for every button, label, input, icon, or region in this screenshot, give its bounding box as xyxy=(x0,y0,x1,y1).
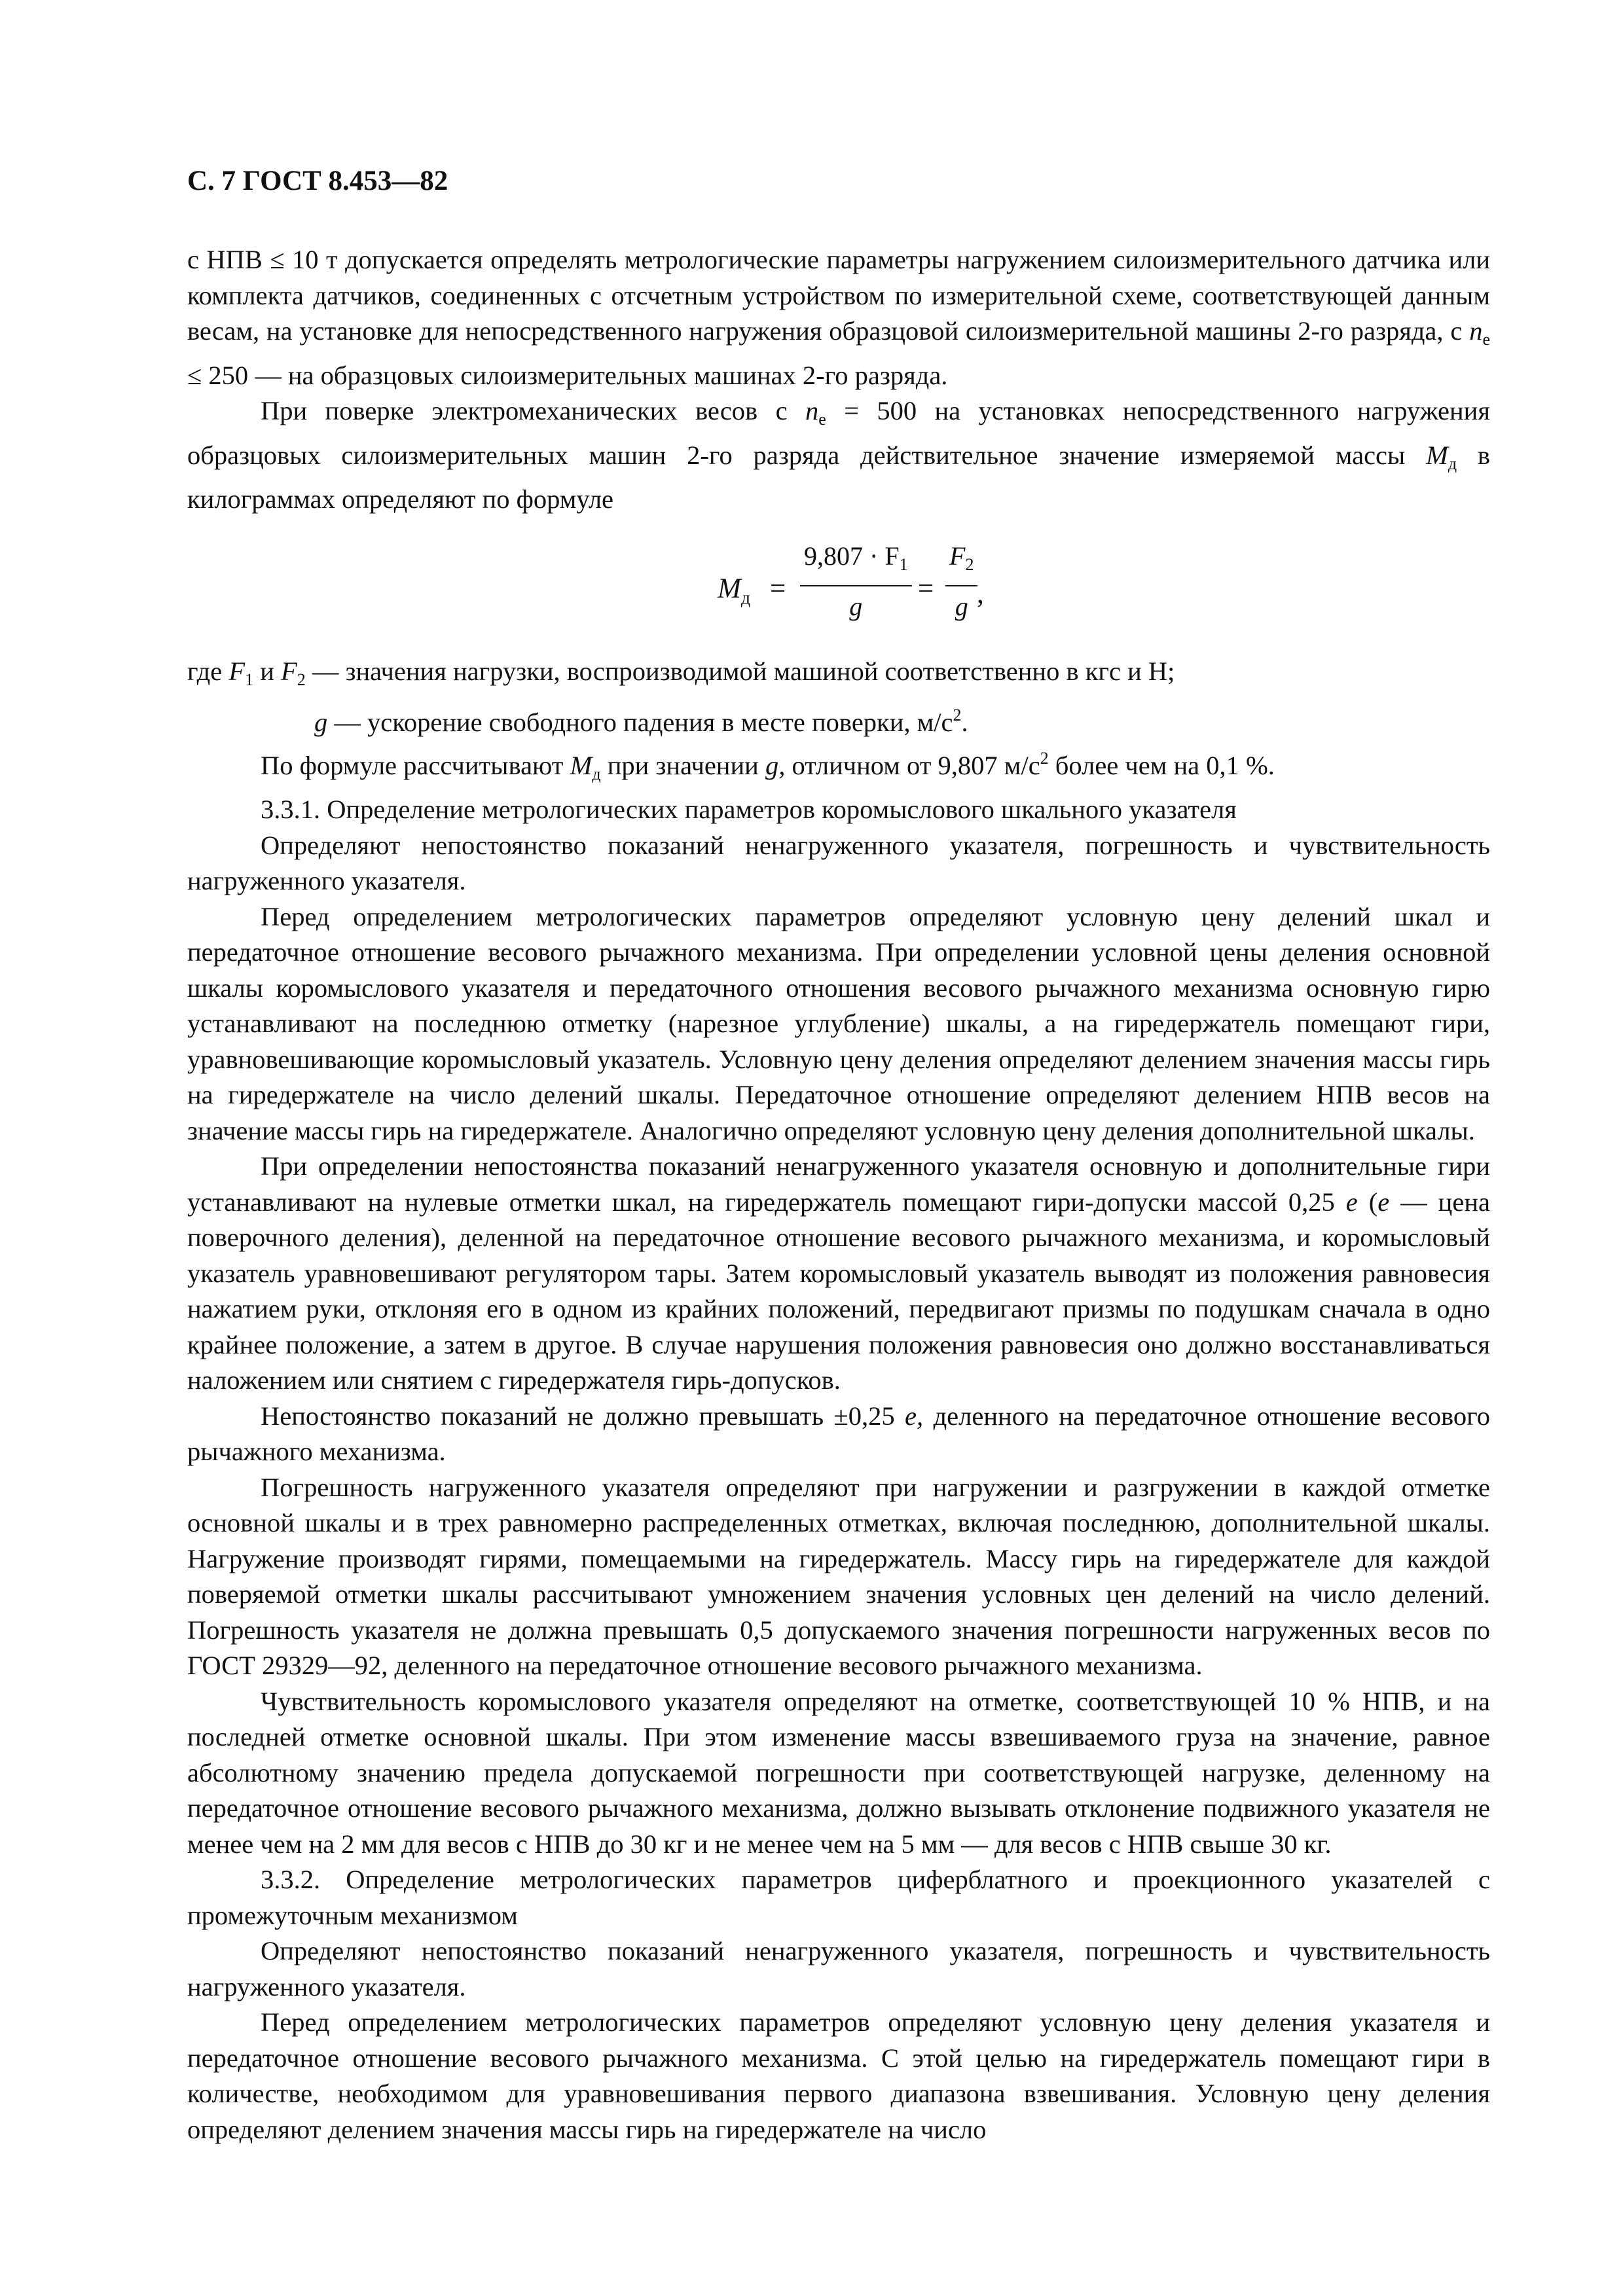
paragraph-p10: Определяют непостоянство показаний ненагруженного указателя, погрешность и чувствительность нагруженного указателя. xyxy=(187,1936,1490,2001)
document-page xyxy=(187,164,1490,2147)
paragraph-p7: Непостоянство показаний не должно превышать ±0,25 e, деленного на передаточное отношение весового рычажного механизма. xyxy=(187,1401,1491,1466)
formula-equals-1: = xyxy=(770,573,786,604)
section-heading-3-3-2: 3.3.2. Определение метрологических параметров циферблатного и проекционного указателей с промежуточным механизмом xyxy=(187,1865,1490,1930)
paragraph-p5: Перед определением метрологических параметров определяют условную цену делений шкал и передаточное отношение весового рычажного механизма. При определении условной цены деления основной шкалы коромыслового указателя и передаточного отношения весового рычажного механизма основную гирю устанавливают на последнюю отметку (нарезное углубление) шкалы, а на гиредержатель помещают гири, уравновешивающие коромысловый указатель. Условную цену деления определяют делением значения массы гирь на гиредержателе на число делений шкалы. Передаточное отношение определяют делением НПВ весов на значение массы гирь на гиредержателе. Аналогично определяют условную цену деления дополнительной шкалы. xyxy=(187,901,1490,1145)
formula-equals-2: = xyxy=(918,573,934,604)
paragraph-p4: Определяют непостоянство показаний ненагруженного указателя, погрешность и чувствительность нагруженного указателя. xyxy=(187,830,1490,895)
paragraph-electromech-scales: При поверке электромеханических весов с $n_e = 500$ на установках непосредственного нагружения образцовых силоизмерительных машин 2-го разряда действительное значение измеряемой массы $M_д$ в килограммах определяют по формуле xyxy=(187,396,1491,514)
formula-fraction-2: $\frac{F_2}{g}$ xyxy=(945,536,977,627)
paragraph-p8: Погрешность нагруженного указателя определяют при нагружении и разгружении в каждой отметке основной шкалы и в трех равномерно распределенных отметках, включая последнюю, дополнительной шкалы. Нагружение производят гирями, помещаемыми на гиредержатель. Массу гирь на гиредержателе для каждой поверяемой отметки шкалы рассчитывают умножением значения условных цен делений на число делений. Погрешность указателя не должна превышать 0,5 допускаемого значения погрешности нагруженных весов по ГОСТ 29329—92, деленного на передаточное отношение весового рычажного механизма. xyxy=(187,1472,1490,1680)
paragraph-text: с НПВ ≤ 10 т допускается определять метрологические параметры нагружением силоизмерительного датчика или комплекта датчиков, соединенных с отсчетным устройством по измерительной схеме, соответствующей данным весам, на установке для непосредственного нагружения образцовой силоизмерительной машины 2-го разряда, с xyxy=(187,245,1490,346)
page-header: С. 7 ГОСТ 8.453—82 xyxy=(187,166,448,196)
formula-lhs: $M_д$ xyxy=(718,573,751,609)
formula-fraction-1: $\frac{9,807 \cdot F_1}{g}$ xyxy=(800,536,912,627)
paragraph-p9: Чувствительность коромыслового указателя определяют на отметке, соответствующей 10 % НПВ, и на последней отметке основной шкалы. При этом изменение массы взвешиваемого груза на значение, равное абсолютному значению предела допускаемой погрешности при соответствующей нагрузке, деленному на передаточное отношение весового рычажного механизма, должно вызывать отклонение подвижного указателя не менее чем на 2 мм для весов с НПВ до 30 кг и не менее чем на 5 мм — для весов с НПВ свыше 30 кг. xyxy=(187,1686,1490,1859)
mass-formula xyxy=(187,524,1490,649)
paragraph-p11: Перед определением метрологических параметров определяют условную цену деления указателя и передаточное отношение весового рычажного механизма. С этой целью на гиредержатель помещают гири в количестве, необходимом для уравновешивания первого диапазона взвешивания. Условную цену деления определяют делением значения массы гирь на гиредержателе на число xyxy=(187,2007,1490,2144)
paragraph-npv-10t: с НПВ ≤ 10 т допускается определять метрологические параметры нагружением силоизмерительного датчика или комплекта датчиков, соединенных с отсчетным устройством по измерительной схеме, соответствующей данным весам, на установке для непосредственного нагружения образцовой силоизмерительной машины 2-го разряда, с $n_e \le 250$ — на образцовых силоизмерительных машинах 2-го разряда. xyxy=(187,245,1490,390)
paragraph-formula-calc: По формуле рассчитывают $M_д$ при значении g, отличном от 9,807 $м/с^2$ более чем на 0,1 %. xyxy=(261,748,1275,783)
formula-where-line: где $F_1$ и $F_2$ — значения нагрузки, воспроизводимой машиной соответственно в кгс и Н; xyxy=(187,656,1175,689)
formula-g-line: g — ускорение свободного падения в месте поверки, $м/с^2$. xyxy=(314,706,968,737)
section-heading-3-3-1: 3.3.1. Определение метрологических параметров коромыслового шкального указателя xyxy=(261,795,1237,824)
paragraph-p6: При определении непостоянства показаний ненагруженного указателя основную и дополнительные гири устанавливают на нулевые отметки шкал, на гиредержатель помещают гири-допуски массой 0,25 e (e — цена поверочного деления), деленной на передаточное отношение весового рычажного механизма, и коромысловый указатель уравновешивают регулятором тары. Затем коромысловый указатель выводят из положения равновесия нажатием руки, отклоняя его в одном из крайних положений, передвигают призмы по подушкам сначала в одно крайнее положение, а затем в другое. В случае нарушения положения равновесия оно должно восстанавливаться наложением или снятием с гиредержателя гирь-допусков. xyxy=(187,1151,1490,1395)
formula-comma: , xyxy=(977,578,984,609)
